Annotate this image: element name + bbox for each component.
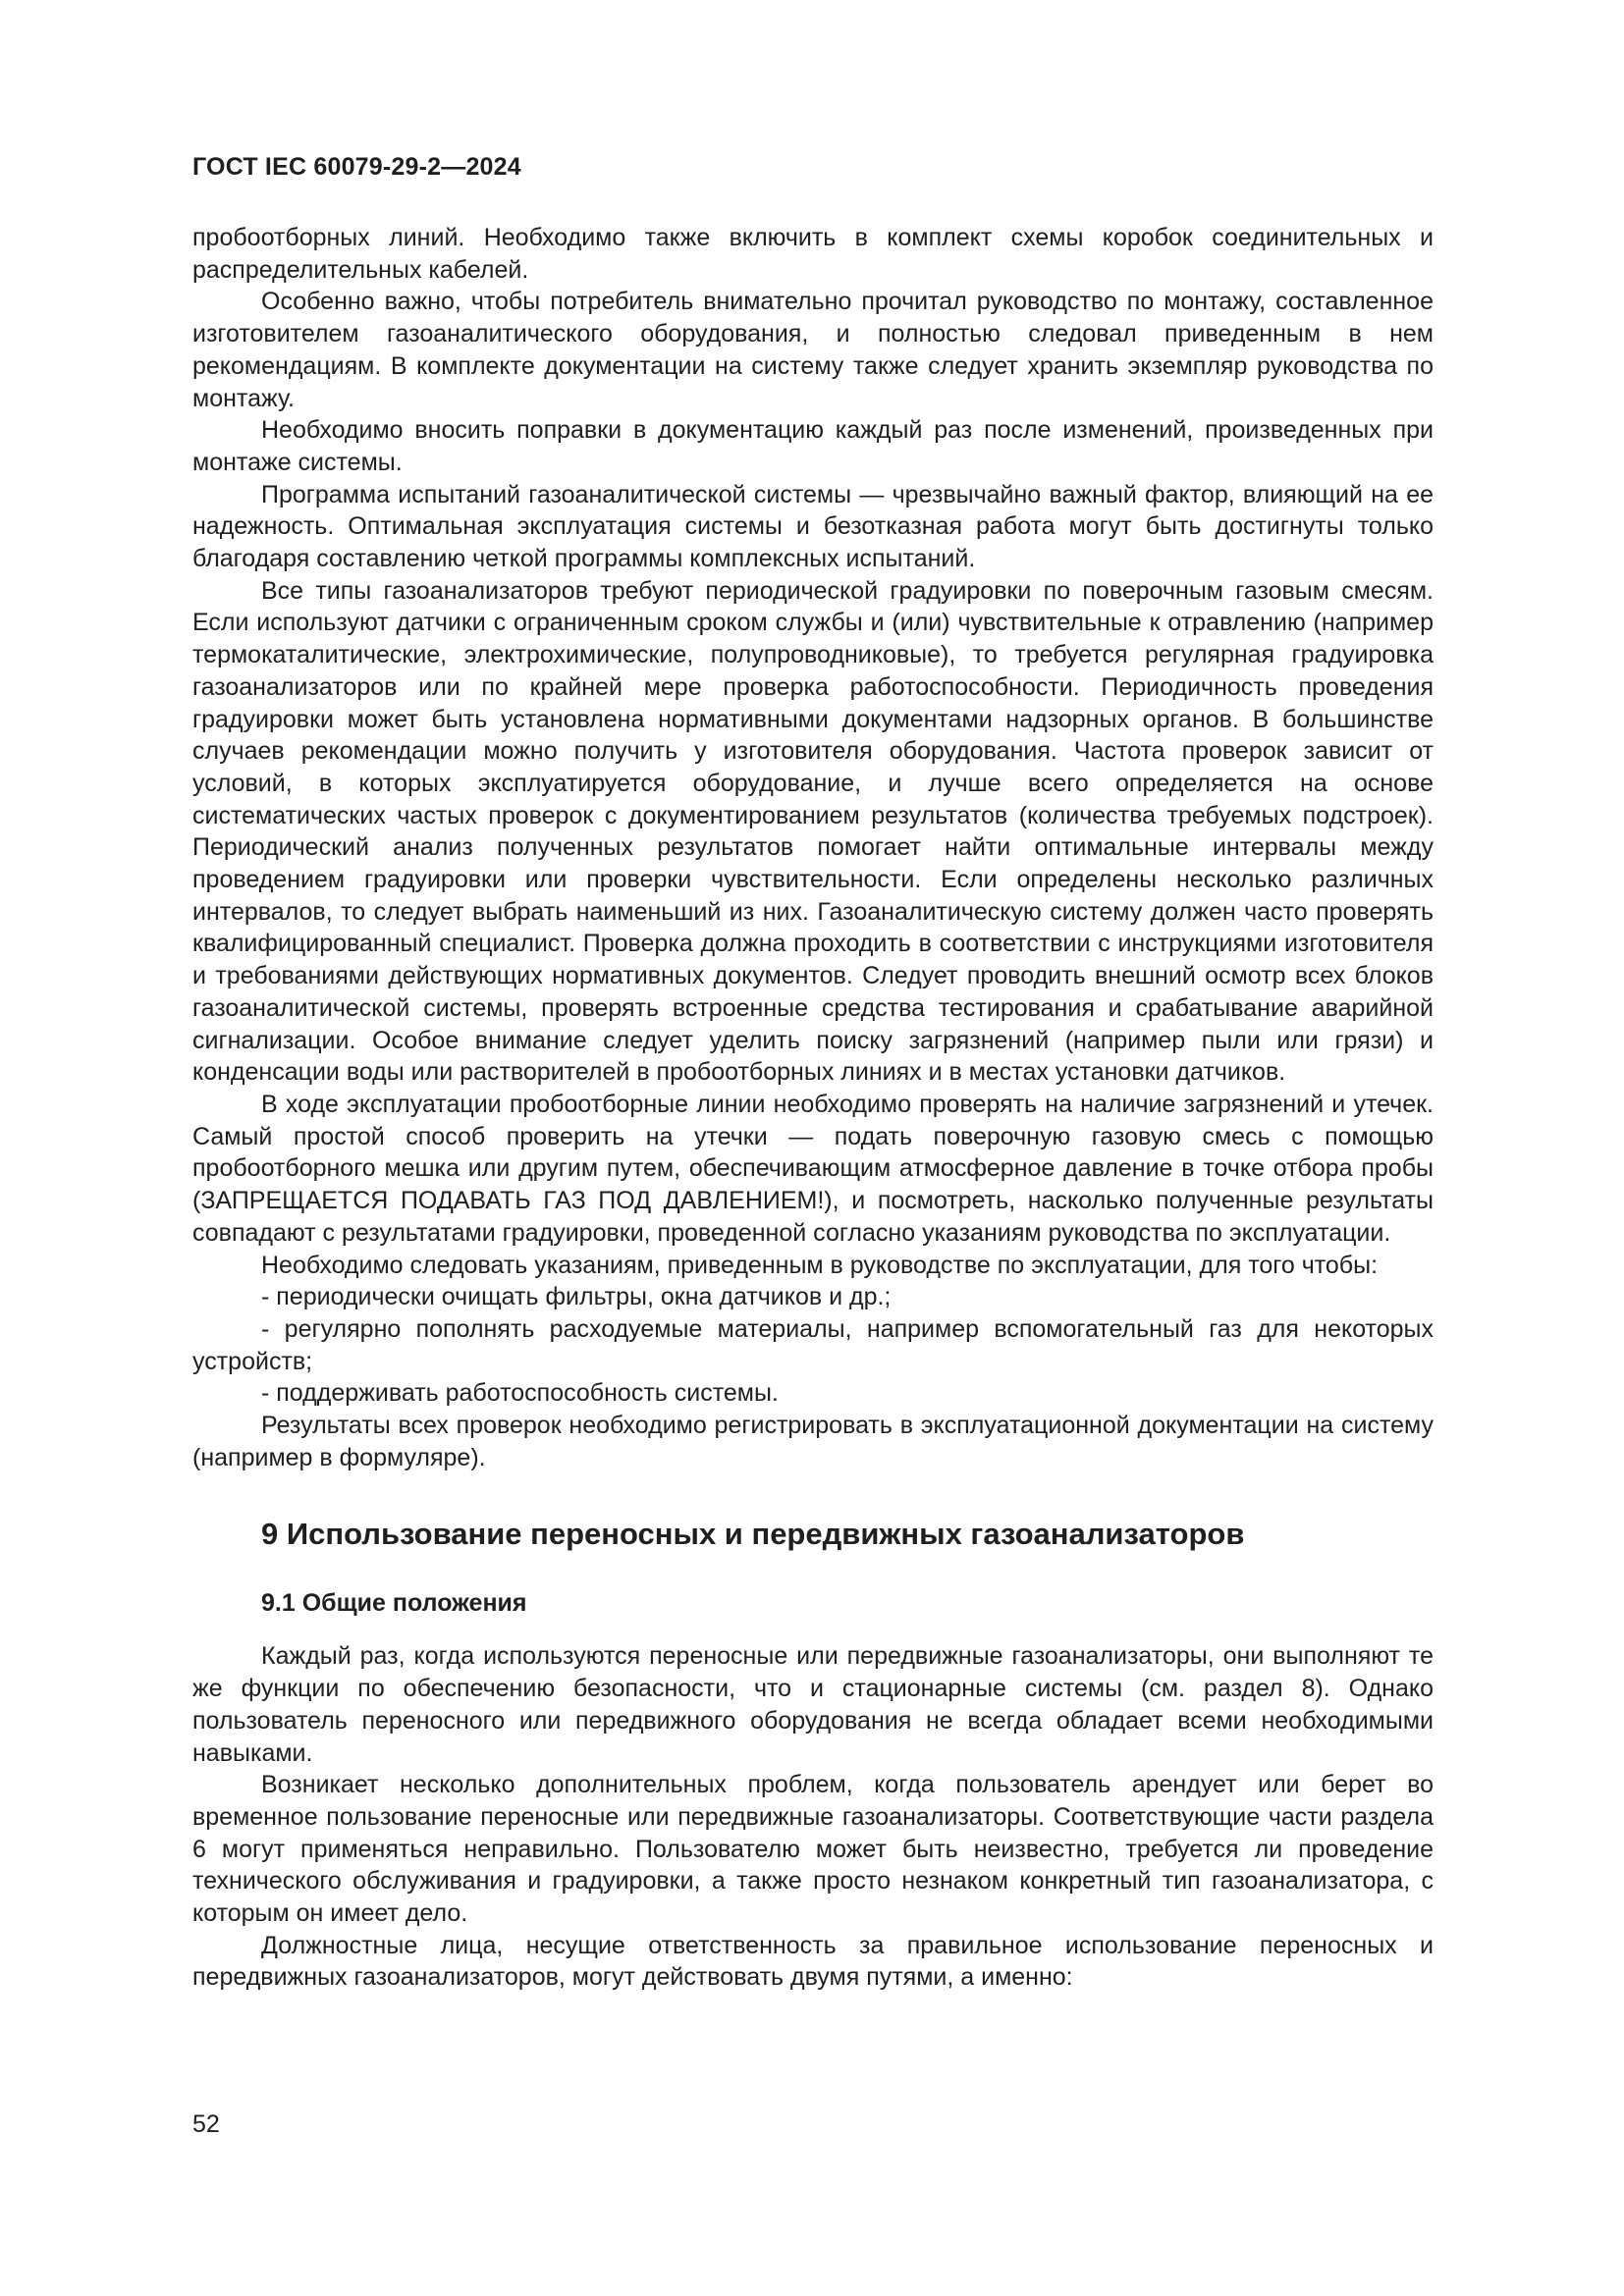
paragraph: Необходимо следовать указаниям, приведенным в руководстве по эксплуатации, для того чтобы: <box>261 1251 1379 1279</box>
paragraph: В ходе эксплуатации пробоотборные линии необходимо проверять на наличие загрязнений и утечек. Самый простой способ проверить на утечки — подать поверочную газовую смесь с помощью пробоотборного мешка или другим путем, обеспечивающим атмосферное давление в точке отбора пробы (ЗАПРЕЩАЕТСЯ ПОДАВАТЬ ГАЗ ПОД ДАВЛЕНИЕМ!), и посмотреть, насколько полученные результаты совпадают с результатами градуировки, проведенной согласно указаниям руководства по эксплуатации. <box>192 1090 1434 1247</box>
paragraph: Результаты всех проверок необходимо регистрировать в эксплуатационной документации на систему (например в формуляре). <box>192 1412 1434 1471</box>
document-body <box>192 222 1434 1994</box>
section-heading: 9 Использование переносных и передвижных газоанализаторов <box>261 1517 1245 1552</box>
list-item: - периодически очищать фильтры, окна датчиков и др.; <box>261 1283 892 1311</box>
subsection-heading: 9.1 Общие положения <box>261 1589 527 1618</box>
list-item: - регулярно пополнять расходуемые материалы, например вспомогательный газ для некоторых устройств; <box>192 1314 1434 1375</box>
paragraph: Программа испытаний газоаналитической системы — чрезвычайно важный фактор, влияющий на ее надежность. Оптимальная эксплуатация системы и безотказная работа могут быть достигнуты только благодаря составлению четкой программы комплексных испытаний. <box>192 480 1434 573</box>
list-item: - поддерживать работоспособность системы. <box>261 1379 779 1408</box>
paragraph: Каждый раз, когда используются переносные или передвижные газоанализаторы, они выполняют те же функции по обеспечению безопасности, что и стационарные системы (см. раздел 8). Однако пользователь переносного или передвижного оборудования не всегда обладает всеми необходимыми навыками. <box>192 1642 1434 1767</box>
paragraph: пробоотборных линий. Необходимо также включить в комплект схемы коробок соединительных и распределительных кабелей. <box>192 224 1434 284</box>
document-header: ГОСТ IEC 60079-29-2—2024 <box>192 153 521 181</box>
paragraph: Должностные лица, несущие ответственность за правильное использование переносных и передвижных газоанализаторов, могут действовать двумя путями, а именно: <box>192 1931 1434 1992</box>
paragraph: Необходимо вносить поправки в документацию каждый раз после изменений, произведенных при монтаже системы. <box>192 416 1434 476</box>
paragraph: Все типы газоанализаторов требуют периодической градуировки по поверочным газовым смесям. Если используют датчики с ограниченным сроком службы и (или) чувствительные к отравлению (например термокаталитические, электрохимические, полупроводниковые), то требуется регулярная градуировка газоанализаторов или по крайней мере проверка работоспособности. Периодичность проведения градуировки может быть установлена нормативными документами надзорных органов. В большинстве случаев рекомендации можно получить у изготовителя оборудования. Частота проверок зависит от условий, в которых эксплуатируется оборудование, и лучше всего определяется на основе систематических частых проверок с документированием результатов (количества требуемых подстроек). Периодический анализ полученных результатов помогает найти оптимальные интервалы между проведением градуировки или проверки чувствительности. Если определены несколько различных интервалов, то следует выбрать наименьший из них. Газоаналитическую систему должен часто проверять квалифицированный специалист. Проверка должна проходить в соответствии с инструкциями изготовителя и требованиями действующих нормативных документов. Следует проводить внешний осмотр всех блоков газоаналитической системы, проверять встроенные средства тестирования и срабатывание аварийной сигнализации. Особое внимание следует уделить поиску загрязнений (например пыли или грязи) и конденсации воды или растворителей в пробоотборных линиях и в местах установки датчиков. <box>192 576 1434 1087</box>
paragraph: Возникает несколько дополнительных проблем, когда пользователь арендует или берет во временное пользование переносные или передвижные газоанализаторы. Соответствующие части раздела 6 могут применяться неправильно. Пользователю может быть неизвестно, требуется ли проведение технического обслуживания и градуировки, а также просто незнаком конкретный тип газоанализатора, с которым он имеет дело. <box>192 1771 1434 1928</box>
page-number: 52 <box>192 2110 220 2138</box>
paragraph: Особенно важно, чтобы потребитель внимательно прочитал руководство по монтажу, составленное изготовителем газоаналитического оборудования, и полностью следовал приведенным в нем рекомендациям. В комплекте документации на систему также следует хранить экземпляр руководства по монтажу. <box>192 288 1434 412</box>
